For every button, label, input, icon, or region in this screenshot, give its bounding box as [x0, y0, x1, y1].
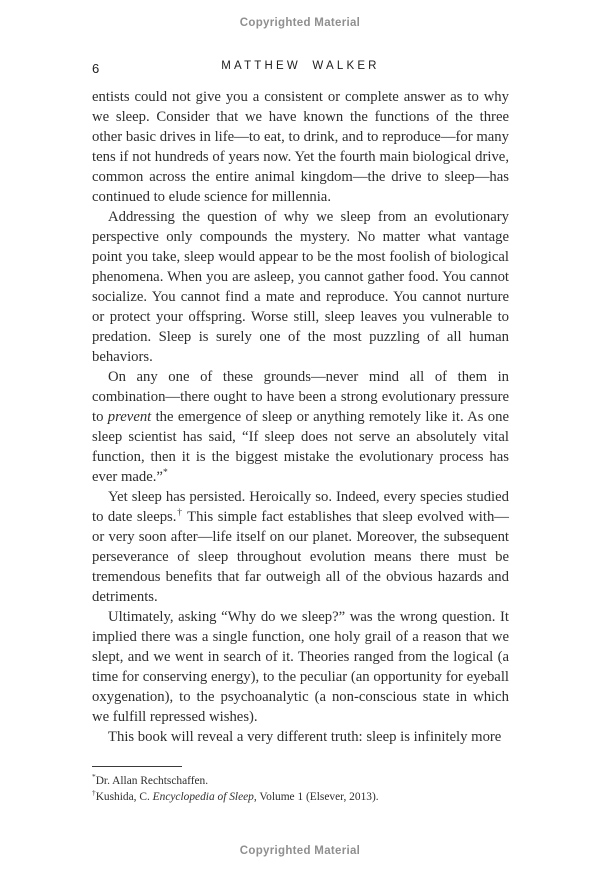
footnote: *Dr. Allan Rechtschaffen. — [92, 772, 209, 787]
footnote-divider — [92, 766, 182, 767]
body-text — [92, 87, 509, 747]
paragraph: On any one of these grounds—never mind all of them in combination—there ought to have been a strong evolutionary pressure to prevent the emergence of sleep or anything remotely like it. As one sleep scientist has said, “If sleep does not serve an absolutely vital function, then it is the biggest mistake the evolutionary process has ever made.”* — [92, 369, 509, 485]
footnote: †Kushida, C. Encyclopedia of Sleep, Volume 1 (Elsever, 2013). — [92, 787, 379, 803]
page-header — [92, 60, 509, 76]
copyright-notice-top: Copyrighted Material — [239, 17, 361, 29]
footnote-list — [92, 774, 509, 805]
paragraph: Addressing the question of why we sleep from an evolutionary perspective only compounds the mystery. No matter what vantage point you take, sleep would appear to be the most foolish of biological phenomena. When you are asleep, you cannot gather food. You cannot socialize. You cannot find a mate and reproduce. You cannot nurture or protect your offspring. Worse still, sleep leaves you vulnerable to predation. Sleep is surely one of the most puzzling of all human behaviors. — [92, 209, 509, 365]
paragraph: This book will reveal a very different truth: sleep is infinitely more — [108, 729, 502, 745]
paragraph: Ultimately, asking “Why do we sleep?” was the wrong question. It implied there was a single function, one holy grail of a reason that we slept, and we went in search of it. Theories ranged from the logical (a time for conserving energy), to the peculiar (an opportunity for eyeball oxygenation), to the psychoanalytic (a non-conscious state in which we fulfill repressed wishes). — [92, 609, 509, 725]
copyright-notice-bottom: Copyrighted Material — [239, 845, 361, 857]
footnotes-section — [92, 766, 509, 805]
running-header: MATTHEW WALKER — [221, 60, 380, 72]
paragraph: Yet sleep has persisted. Heroically so. Indeed, every species studied to date sleeps.† This simple fact establishes that sleep evolved with—or very soon after—life itself on our planet. Moreover, the subsequent perseverance of sleep throughout evolution means there must be tremendous benefits that far outweigh all of the obvious hazards and detriments. — [92, 489, 509, 605]
paragraph: entists could not give you a consistent or complete answer as to why we sleep. Consider that we have known the functions of the three other basic drives in life—to eat, to drink, and to reproduce—for many tens if not hundreds of years now. Yet the fourth main biological drive, common across the entire animal kingdom—the drive to sleep—has continued to elude science for millennia. — [92, 89, 509, 205]
page-number: 6 — [92, 61, 101, 76]
